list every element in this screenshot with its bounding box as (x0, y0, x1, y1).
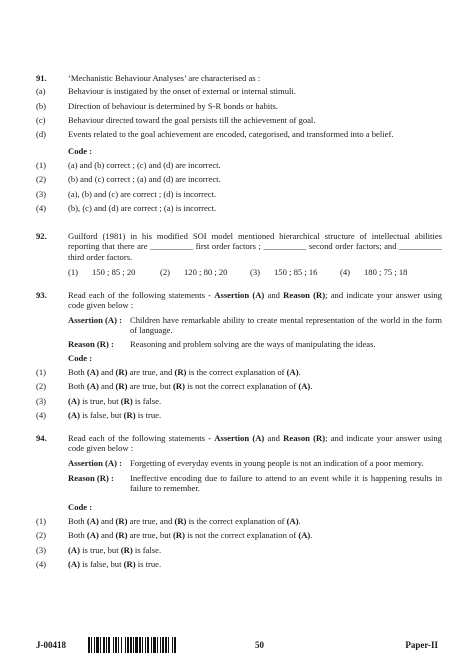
code-label: Code : (68, 352, 93, 363)
option-text: (A) is true, but (R) is false. (68, 544, 162, 555)
option-label: (2) (36, 174, 47, 185)
option-label: (2) (36, 381, 47, 392)
option-text: (A) is false, but (R) is true. (68, 409, 162, 420)
barcode-image (88, 637, 212, 653)
stem-reason: Reason (R) (283, 433, 326, 443)
code-label: Code : (68, 145, 93, 156)
option-4[interactable] (340, 267, 407, 277)
question-91 (36, 73, 442, 213)
option-label: (3) (36, 395, 47, 406)
option-text: Both (A) and (R) are true, but (R) is not the correct explanation of (A). (68, 381, 313, 392)
question-number: 92. (36, 231, 47, 241)
option-label: (1) (36, 366, 47, 377)
option-label: (3) (250, 266, 261, 277)
statement-item (36, 114, 442, 125)
answer-options (36, 367, 442, 420)
option-text: 180 ; 75 ; 18 (364, 266, 408, 277)
option-text: (a) and (b) correct ; (c) and (d) are incorrect. (68, 159, 221, 170)
option-label: (4) (36, 409, 47, 420)
reason-text: Ineffective encoding due to failure to attend to an event while it is happening results in failure to remember. (130, 472, 442, 494)
reason-label: Reason (R) : (68, 472, 114, 483)
assertion-row (68, 315, 442, 336)
assertion-row (68, 458, 442, 468)
answer-options (36, 516, 442, 569)
question-number: 94. (36, 433, 47, 443)
stem-assertion: Assertion (A) (214, 290, 265, 300)
option-label: (1) (68, 266, 79, 277)
option-3[interactable] (36, 395, 442, 406)
option-3[interactable] (250, 267, 340, 277)
option-2[interactable] (160, 267, 250, 277)
paper-label: Paper-II (405, 640, 438, 650)
code-label: Code : (68, 501, 93, 512)
option-label: (3) (36, 188, 47, 199)
question-number: 91. (36, 73, 47, 83)
page-footer (36, 637, 442, 655)
question-94 (36, 433, 442, 569)
option-2[interactable] (36, 530, 442, 541)
booklet-code: J-00418 (36, 640, 66, 650)
option-1[interactable] (36, 159, 442, 170)
statement-item (36, 129, 442, 140)
question-92 (36, 231, 442, 277)
stem-reason: Reason (R) (283, 290, 326, 300)
reason-row (68, 473, 442, 494)
assertion-text: Forgetting of everyday events in young people is not an indication of a poor memory. (130, 457, 424, 468)
option-label: (1) (36, 515, 47, 526)
answer-options (68, 267, 442, 277)
statement-text: Direction of behaviour is determined by S-R bonds or habits. (68, 100, 279, 111)
assertion-label: Assertion (A) : (68, 457, 122, 468)
option-1[interactable] (36, 366, 442, 377)
stem-assertion: Assertion (A) (214, 433, 265, 443)
statement-label: (a) (36, 86, 46, 97)
option-label: (4) (36, 558, 47, 569)
option-2[interactable] (36, 174, 442, 185)
statement-text: Behaviour directed toward the goal persists till the achievement of goal. (68, 114, 316, 125)
stem-text: and (264, 290, 284, 300)
stem-text: Read each of the following statements - (68, 433, 215, 443)
barcode-bar (176, 637, 177, 653)
stem-text: ; and indicate your answer using code given below : (68, 290, 442, 311)
statement-label: (b) (36, 100, 47, 111)
option-1[interactable] (68, 267, 160, 277)
option-2[interactable] (36, 381, 442, 392)
question-stem (68, 290, 442, 311)
option-text: (b) and (c) correct ; (a) and (d) are incorrect. (68, 174, 221, 185)
assertion-label: Assertion (A) : (68, 314, 122, 325)
option-1[interactable] (36, 515, 442, 526)
option-3[interactable] (36, 544, 442, 555)
reason-row (68, 339, 442, 349)
option-text: Both (A) and (R) are true, and (R) is the correct explanation of (A). (68, 515, 301, 526)
statement-list (36, 86, 442, 139)
option-4[interactable] (36, 202, 442, 213)
option-text: (A) is false, but (R) is true. (68, 558, 162, 569)
option-text: Both (A) and (R) are true, and (R) is the correct explanation of (A). (68, 366, 301, 377)
option-text: 150 ; 85 ; 20 (92, 266, 136, 277)
option-text: (a), (b) and (c) are correct ; (d) is incorrect. (68, 188, 217, 199)
option-label: (2) (160, 266, 171, 277)
statement-text: Behaviour is instigated by the onset of external or internal stimuli. (68, 86, 296, 97)
stem-text: and (264, 433, 284, 443)
stem-text: Read each of the following statements - (68, 290, 215, 300)
assertion-text: Children have remarkable ability to create mental representation of the world in the form of language. (130, 314, 442, 335)
option-text: (b), (c) and (d) are correct ; (a) is incorrect. (68, 202, 217, 213)
option-4[interactable] (36, 409, 442, 420)
page-number: 50 (255, 640, 264, 650)
statement-label: (d) (36, 129, 47, 140)
option-label: (4) (340, 266, 351, 277)
question-stem: ‘Mechanistic Behaviour Analyses’ are characterised as : (68, 73, 261, 83)
statement-item (36, 86, 442, 97)
option-text: 120 ; 80 ; 20 (184, 266, 228, 277)
reason-text: Reasoning and problem solving are the ways of manipulating the ideas. (130, 339, 376, 350)
answer-options (36, 160, 442, 213)
question-stem (68, 433, 442, 454)
option-label: (2) (36, 530, 47, 541)
option-label: (1) (36, 159, 47, 170)
option-text: 150 ; 85 ; 16 (274, 266, 318, 277)
option-text: Both (A) and (R) are true, but (R) is not the correct explanation of (A). (68, 530, 313, 541)
option-label: (4) (36, 202, 47, 213)
statement-text: Events related to the goal achievement are encoded, categorised, and transformed into a belief. (68, 129, 394, 140)
question-number: 93. (36, 290, 47, 300)
option-3[interactable] (36, 188, 442, 199)
option-text: (A) is true, but (R) is false. (68, 395, 162, 406)
question-93 (36, 290, 442, 420)
question-stem: Guilford (1981) in his modified SOI model mentioned hierarchical structure of intellectual abilities reporting that there are __________ first order factors ; __________ second order factors; and __________ third order factors. (68, 231, 442, 262)
reason-label: Reason (R) : (68, 339, 114, 350)
statement-item (36, 100, 442, 111)
statement-label: (c) (36, 114, 46, 125)
option-label: (3) (36, 544, 47, 555)
option-4[interactable] (36, 558, 442, 569)
stem-text: ; and indicate your answer using code given below : (68, 433, 442, 454)
